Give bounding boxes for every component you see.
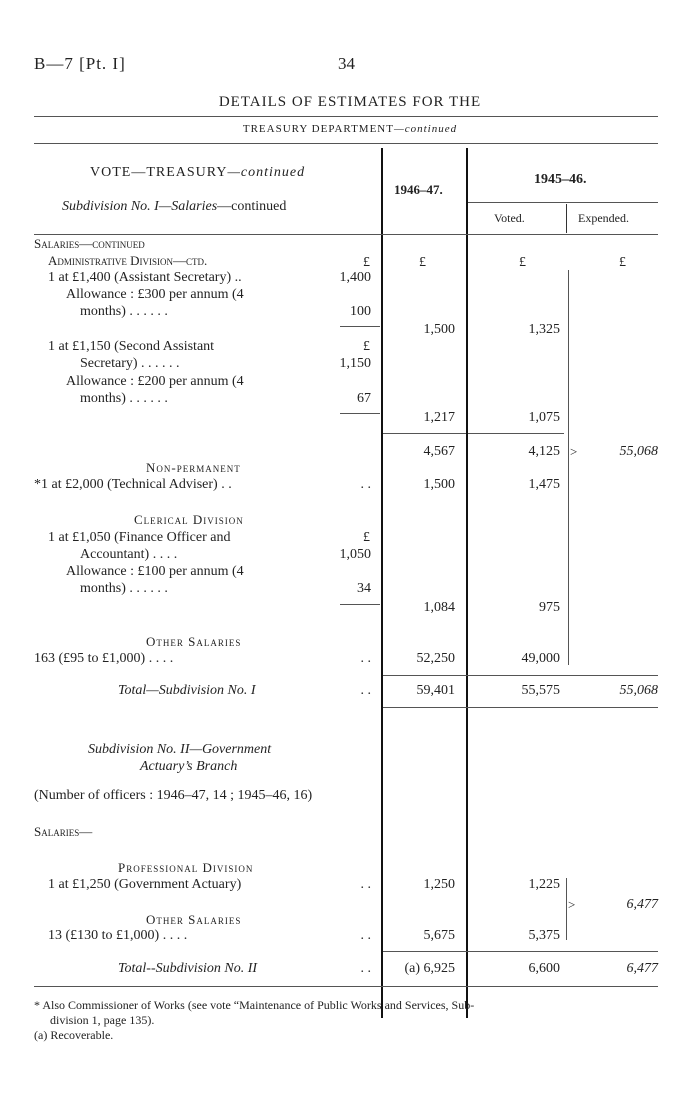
brace-bracket <box>568 270 569 665</box>
document-code: B—7 [Pt. I] <box>34 54 126 73</box>
amount: 67 <box>357 391 371 406</box>
amount-voted: 5,375 <box>528 928 560 943</box>
leader-dots: . . <box>360 651 371 666</box>
title-rule <box>34 116 658 117</box>
brace-bracket <box>566 878 567 940</box>
total-subdivision-2-label: Total--Subdivision No. II <box>118 961 258 976</box>
leader-dots: . . <box>360 961 371 976</box>
page-subtitle <box>0 123 700 135</box>
administrative-division-heading: Administrative Division—ctd. <box>48 253 208 268</box>
professional-division-heading: Professional Division <box>118 860 254 875</box>
column-header-1945: 1945–46. <box>534 172 587 187</box>
vote-title <box>90 165 305 181</box>
amount-voted: 49,000 <box>521 651 560 666</box>
pound-sign: £ <box>619 255 626 270</box>
line-item-allowance: Allowance : £100 per annum (4 <box>66 564 244 579</box>
amount-voted: 975 <box>539 600 560 615</box>
subdivision-2-heading-cont: Actuary’s Branch <box>140 759 238 774</box>
amount-1946: 1,084 <box>423 600 455 615</box>
subtitle-continued: —continued <box>393 123 458 135</box>
pound-sign: £ <box>519 255 526 270</box>
header-bottom-rule <box>34 234 658 235</box>
amount-voted: 1,075 <box>528 410 560 425</box>
amount-1946: 1,500 <box>423 322 455 337</box>
total-voted: 55,575 <box>521 683 560 698</box>
sum-rule <box>340 326 380 327</box>
column-divider-voted <box>566 204 567 233</box>
total-subdivision-1-label: Total—Subdivision No. I <box>118 683 256 698</box>
table-bottom-rule <box>34 986 658 987</box>
clerical-division-heading: Clerical Division <box>134 512 244 527</box>
amount-1946: 1,250 <box>423 877 455 892</box>
vote-title-text: VOTE—TREASURY <box>90 165 228 180</box>
amount-voted-subtotal: 4,125 <box>528 444 560 459</box>
line-item-other-salaries: 163 (£95 to £1,000) . . . . <box>34 651 174 666</box>
sum-rule <box>383 433 466 434</box>
line-item-second-assistant: 1 at £1,150 (Second Assistant <box>48 339 215 354</box>
total-1946: 59,401 <box>416 683 455 698</box>
pound-sign: £ <box>363 339 370 354</box>
page-title: DETAILS OF ESTIMATES FOR THE <box>218 94 482 110</box>
sum-rule <box>340 604 380 605</box>
other-salaries-heading: Other Salaries <box>146 634 242 649</box>
line-item-allowance: Allowance : £200 per annum (4 <box>66 374 244 389</box>
amount-1946: 52,250 <box>416 651 455 666</box>
vote-title-continued: —continued <box>227 165 306 180</box>
line-item-other-salaries: 13 (£130 to £1,000) . . . . <box>48 928 188 943</box>
amount-1946-subtotal: 4,567 <box>423 444 455 459</box>
line-item-finance-officer: 1 at £1,050 (Finance Officer and <box>48 530 231 545</box>
line-item-allowance-cont: months) . . . . . . <box>80 304 168 319</box>
brace-point: > <box>570 444 578 459</box>
subtitle-text: TREASURY DEPARTMENT <box>242 123 394 135</box>
total-rule <box>383 951 658 952</box>
sum-rule <box>468 433 564 434</box>
column-header-expended: Expended. <box>578 211 629 225</box>
total-expended: 6,477 <box>626 961 658 976</box>
amount: 1,050 <box>339 547 371 562</box>
pound-sign: £ <box>419 255 426 270</box>
amount-1946: 5,675 <box>423 928 455 943</box>
leader-dots: . . <box>360 928 371 943</box>
column-divider-main <box>381 148 383 1018</box>
amount: 1,400 <box>339 270 371 285</box>
line-item-assistant-secretary: 1 at £1,400 (Assistant Secretary) .. <box>48 270 242 285</box>
subdivision-1-text: Subdivision No. I—Salaries <box>62 199 218 214</box>
amount: 1,150 <box>339 356 371 371</box>
total-expended: 55,068 <box>619 683 658 698</box>
sum-rule <box>340 413 380 414</box>
amount-voted: 1,475 <box>528 477 560 492</box>
amount-voted: 1,225 <box>528 877 560 892</box>
subdivision-1-continued: —continued <box>217 199 287 214</box>
line-item-allowance-cont: months) . . . . . . <box>80 581 168 596</box>
line-item-second-assistant-cont: Secretary) . . . . . . <box>80 356 180 371</box>
column-divider-1946 <box>466 148 468 1018</box>
column-header-1946: 1946–47. <box>394 182 443 197</box>
amount: 100 <box>350 304 371 319</box>
other-salaries-heading: Other Salaries <box>146 912 242 927</box>
pound-sign: £ <box>363 530 370 545</box>
amount-1946: 1,500 <box>423 477 455 492</box>
subdivision-1-heading <box>62 199 286 215</box>
amount-voted: 1,325 <box>528 322 560 337</box>
header-split-rule <box>468 202 658 203</box>
salaries-heading: Salaries— <box>34 824 93 839</box>
column-header-voted: Voted. <box>494 211 525 225</box>
salaries-continued-heading: Salaries—continued <box>34 236 145 251</box>
total-voted: 6,600 <box>528 961 560 976</box>
line-item-allowance-cont: months) . . . . . . <box>80 391 168 406</box>
amount: 34 <box>357 581 371 596</box>
total-bottom-rule <box>383 707 658 708</box>
total-rule <box>383 675 658 676</box>
pound-sign: £ <box>363 255 370 270</box>
leader-dots: . . <box>360 477 371 492</box>
leader-dots: . . <box>360 683 371 698</box>
line-item-allowance: Allowance : £300 per annum (4 <box>66 287 244 302</box>
line-item-government-actuary: 1 at £1,250 (Government Actuary) <box>48 877 242 892</box>
footnote-star: * Also Commissioner of Works (see vote “Maintenance of Public Works and Services, Sub- <box>34 998 475 1012</box>
line-item-technical-adviser: *1 at £2,000 (Technical Adviser) . . <box>34 477 232 492</box>
brace-point: > <box>568 897 576 912</box>
amount-1946: 1,217 <box>423 410 455 425</box>
page-number: 34 <box>338 54 355 73</box>
total-1946: (a) 6,925 <box>404 961 455 976</box>
table-top-rule <box>34 143 658 144</box>
officers-count: (Number of officers : 1946–47, 14 ; 1945–46, 16) <box>34 788 313 803</box>
subdivision-2-heading: Subdivision No. II—Government <box>88 742 272 757</box>
line-item-finance-officer-cont: Accountant) . . . . <box>80 547 178 562</box>
leader-dots: . . <box>360 877 371 892</box>
footnote-star-cont: division 1, page 135). <box>50 1013 155 1027</box>
non-permanent-heading: Non-permanent <box>146 460 241 475</box>
footnote-a: (a) Recoverable. <box>34 1028 114 1042</box>
amount-expended: 6,477 <box>626 897 658 912</box>
amount-expended: 55,068 <box>619 444 658 459</box>
